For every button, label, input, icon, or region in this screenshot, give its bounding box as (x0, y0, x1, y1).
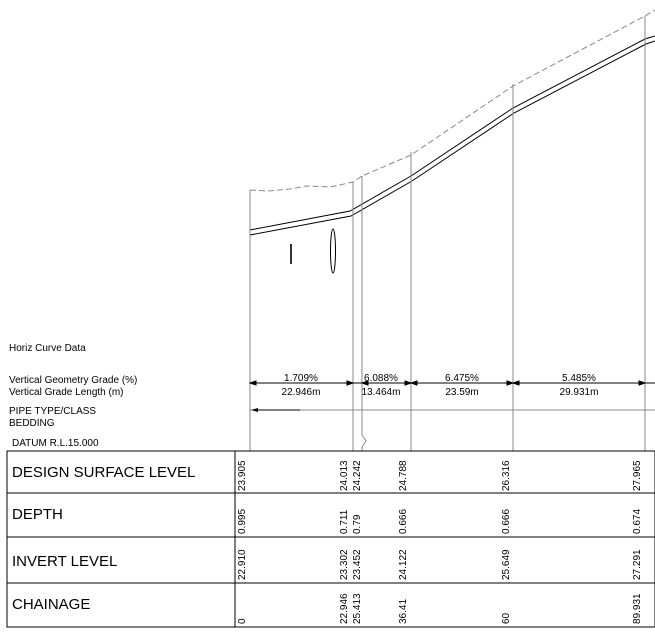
row-label-depth: DEPTH (12, 506, 63, 523)
chainage-value: 22.946 (339, 593, 350, 624)
design-surface-value: 23.905 (237, 460, 248, 491)
datum-label: DATUM R.L.15.000 (12, 438, 99, 449)
grade-2-pct: 6.088% (364, 373, 398, 384)
depth-value: 0.995 (237, 508, 248, 534)
chainage-value: 36.41 (398, 598, 409, 624)
depth-value: 0.79 (352, 514, 363, 534)
existing-surface-line (250, 10, 655, 191)
row-label-design-surface: DESIGN SURFACE LEVEL (12, 464, 196, 481)
grade-3-len: 23.59m (445, 387, 479, 398)
invert-level-value: 22.910 (237, 549, 248, 580)
station-lines (250, 16, 645, 451)
vert-length-label: Vertical Grade Length (m) (9, 387, 124, 398)
depth-value: 0.666 (398, 508, 409, 534)
invert-level-value: 25.649 (501, 549, 512, 580)
grade-4-len: 29.931m (559, 387, 599, 398)
invert-level-value: 27.291 (632, 549, 643, 580)
pipe-invert-lower (250, 41, 655, 235)
row-label-chainage: CHAINAGE (12, 596, 91, 613)
design-surface-value: 26.316 (501, 460, 512, 491)
vert-grade-label: Vertical Geometry Grade (%) (9, 375, 138, 386)
chainage-value: 60 (501, 612, 512, 624)
grade-1-len: 22.946m (281, 387, 321, 398)
station-break-line (362, 435, 366, 451)
horiz-curve-label: Horiz Curve Data (9, 343, 86, 354)
grade-2-len: 13.464m (361, 387, 401, 398)
depth-value: 0.711 (339, 509, 350, 534)
bedding-label: BEDDING (9, 418, 55, 429)
invert-level-value: 23.302 (339, 549, 350, 580)
station-values (237, 460, 643, 624)
depth-value: 0.666 (501, 508, 512, 534)
chainage-value: 0 (237, 618, 248, 624)
chainage-value: 89.931 (632, 593, 643, 624)
chainage-value: 25.413 (352, 593, 363, 624)
design-surface-value: 24.013 (339, 460, 350, 491)
design-surface-value: 27.965 (632, 460, 643, 491)
invert-level-value: 23.452 (352, 549, 363, 580)
pipe-type-arrowhead (251, 408, 258, 412)
grade-3-pct: 6.475% (445, 373, 479, 384)
grade-1-pct: 1.709% (284, 373, 318, 384)
pipe-type-label: PIPE TYPE/CLASS (9, 406, 97, 417)
depth-value: 0.674 (632, 508, 643, 534)
row-label-invert-level: INVERT LEVEL (12, 553, 118, 570)
invert-level-value: 24.122 (398, 549, 409, 580)
design-surface-value: 24.788 (398, 460, 409, 491)
pipe-invert-upper (250, 36, 655, 230)
grade-4-pct: 5.485% (562, 373, 596, 384)
pit-marker-ellipse (331, 229, 336, 273)
design-surface-value: 24.242 (352, 460, 363, 491)
